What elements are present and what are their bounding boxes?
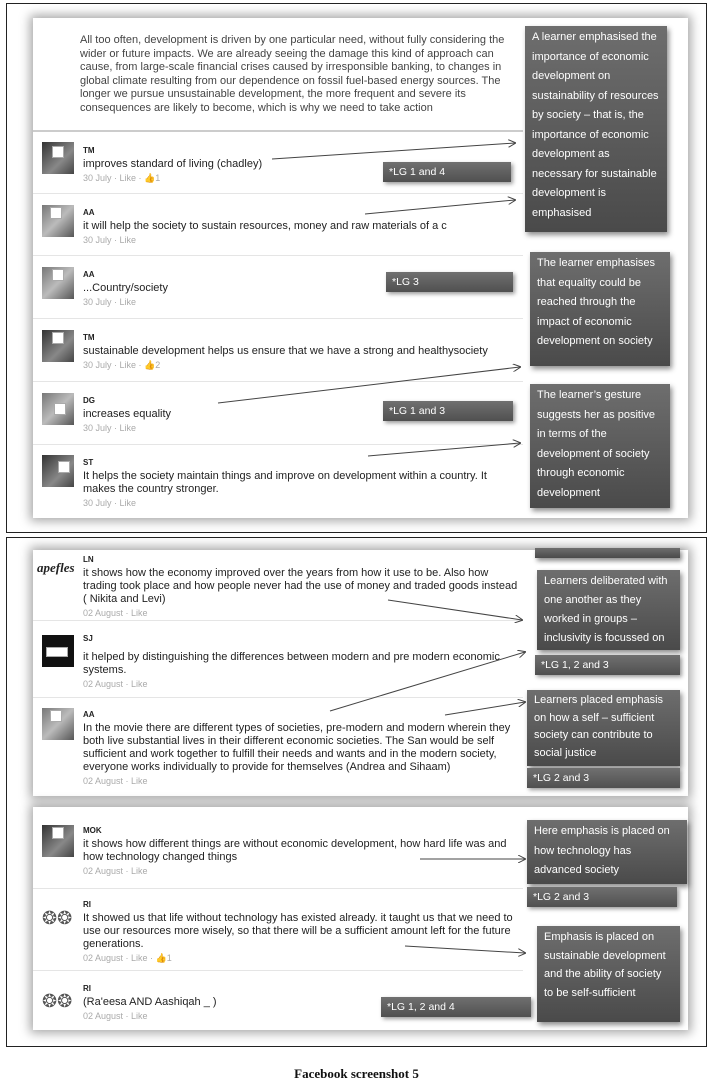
lg-tag: *LG 1, 2 and 4 <box>381 997 531 1017</box>
arrow <box>218 367 520 403</box>
commenter-name: DG <box>83 396 95 405</box>
comment-text: (Ra'eesa AND Aashiqah _ ) <box>83 996 217 1008</box>
thumbs-up-icon: 👍 <box>155 953 167 963</box>
comment-text: increases equality <box>83 408 172 420</box>
commenter-name: RI <box>83 900 91 909</box>
arrow <box>388 600 522 620</box>
commenter-name: TM <box>83 333 95 342</box>
intro-paragraph: All too often, development is driven by one particular need, without fully considering the wider or future impacts. We are already seeing the damage this kind of approach can cause, from large-scale financial crises caused by irresponsible banking, to changes in global climate resulting from our dependence on fossil fuel-based energy sources. The longer we pursue unsustainable development, the more frequent and severe its consequences are likely to become, which is why we need to take action <box>80 34 505 114</box>
comment-meta[interactable]: 02 August · Like · <box>83 953 156 963</box>
annotation-note: Learners placed emphasis on how a self – sufficient society can contribute to social justice <box>527 690 680 766</box>
comment-meta[interactable]: 02 August · Like <box>83 1011 148 1021</box>
comment-text: it shows how the economy improved over the years from how it use to be. Also how trading took place and how people never had the use of money and traded goods instead ( Nikita and Levi) <box>83 567 518 605</box>
like-count: 1 <box>166 953 172 963</box>
lg-tag: *LG 1 and 4 <box>383 162 511 182</box>
comment-meta[interactable]: 30 July · Like · <box>83 360 145 370</box>
figure-caption: Facebook screenshot 5 <box>294 1066 419 1081</box>
comment-text: ...Country/society <box>83 282 168 294</box>
comment-meta[interactable]: 02 August · Like <box>83 608 148 618</box>
like-count: 2 <box>155 360 161 370</box>
annotation-note: Learners deliberated with one another as they worked in groups – inclusivity is focussed on <box>537 570 680 650</box>
comment-meta[interactable]: 30 July · Like <box>83 235 137 245</box>
commenter-name: AA <box>83 208 95 217</box>
comment-meta[interactable]: 30 July · Like · <box>83 173 145 183</box>
avatar-group-icon: ❂❂ <box>42 902 74 934</box>
commenter-name: SJ <box>83 634 93 643</box>
comment-text: improves standard of living (chadley) <box>83 158 263 170</box>
annotation-note: Here emphasis is placed on how technology has advanced society <box>527 820 687 884</box>
like-count: 1 <box>155 173 161 183</box>
commenter-name: RI <box>83 984 91 993</box>
comment-text: it helped by distinguishing the differences between modern and pre modern economic systems. <box>83 651 500 676</box>
arrow <box>405 946 525 953</box>
avatar-group-icon: ❂❂ <box>42 985 74 1017</box>
commenter-name: LN <box>83 555 94 564</box>
arrow <box>330 652 525 711</box>
lg-tag: *LG 1, 2 and 3 <box>535 655 680 675</box>
comment-meta[interactable]: 30 July · Like <box>83 498 137 508</box>
commenter-name: AA <box>83 710 95 719</box>
comment-text: it shows how different things are without economic development, how hard life was and how technology changed things <box>83 838 507 863</box>
comment-meta[interactable]: 02 August · Like <box>83 679 148 689</box>
arrow <box>445 702 525 715</box>
annotation-note: A learner emphasised the importance of economic development on sustainability of resources by society – that is, the importance of economic development as necessary for sustainable development is emphasised <box>525 26 667 232</box>
arrow <box>368 443 520 456</box>
lg-tag: *LG 3 <box>386 272 513 292</box>
comment-text: It helps the society maintain things and improve on development within a country. It makes the country stronger. <box>83 470 487 495</box>
comment-text: it will help the society to sustain resources, money and raw materials of a c <box>83 220 447 232</box>
arrow <box>365 200 515 214</box>
comment-meta[interactable]: 30 July · Like <box>83 297 137 307</box>
comment-text: In the movie there are different types of societies, pre-modern and modern wherein they both live substantial lives in their different economic societies. The San would be self sufficient and work together to fulfill their needs and wants and in the modern society, everyone works individually to provide for themselves (Andrea and Sihaam) <box>83 722 511 773</box>
comment-text: It showed us that life without technology has existed already. it taught us that we need to use our resources more wisely, so that there will be a sufficient amount left for the future generations. <box>83 912 513 950</box>
lg-tag: *LG 2 and 3 <box>527 887 677 907</box>
thumbs-up-icon: 👍 <box>144 173 156 183</box>
comment-meta[interactable]: 30 July · Like <box>83 423 137 433</box>
thumbs-up-icon: 👍 <box>144 360 156 370</box>
commenter-name: TM <box>83 146 95 155</box>
lg-tag: *LG 1 and 3 <box>383 401 513 421</box>
commenter-name: MOK <box>83 826 102 835</box>
annotation-note: Emphasis is placed on sustainable development and the ability of society to be self-sufficient <box>537 926 680 1022</box>
commenter-name: ST <box>83 458 94 467</box>
comment-meta[interactable]: 02 August · Like <box>83 866 148 876</box>
annotation-note: The learner emphasises that equality could be reached through the impact of economic development on society <box>530 252 670 366</box>
apefles-logo: apefles <box>37 560 81 586</box>
arrow <box>272 143 515 159</box>
comment-meta[interactable]: 02 August · Like <box>83 776 148 786</box>
annotation-note: The learner’s gesture suggests her as positive in terms of the development of society through economic development <box>530 384 670 508</box>
commenter-name: AA <box>83 270 95 279</box>
lg-tag: *LG 2 and 3 <box>527 768 680 788</box>
comment-text: sustainable development helps us ensure that we have a strong and healthysociety <box>83 345 488 357</box>
